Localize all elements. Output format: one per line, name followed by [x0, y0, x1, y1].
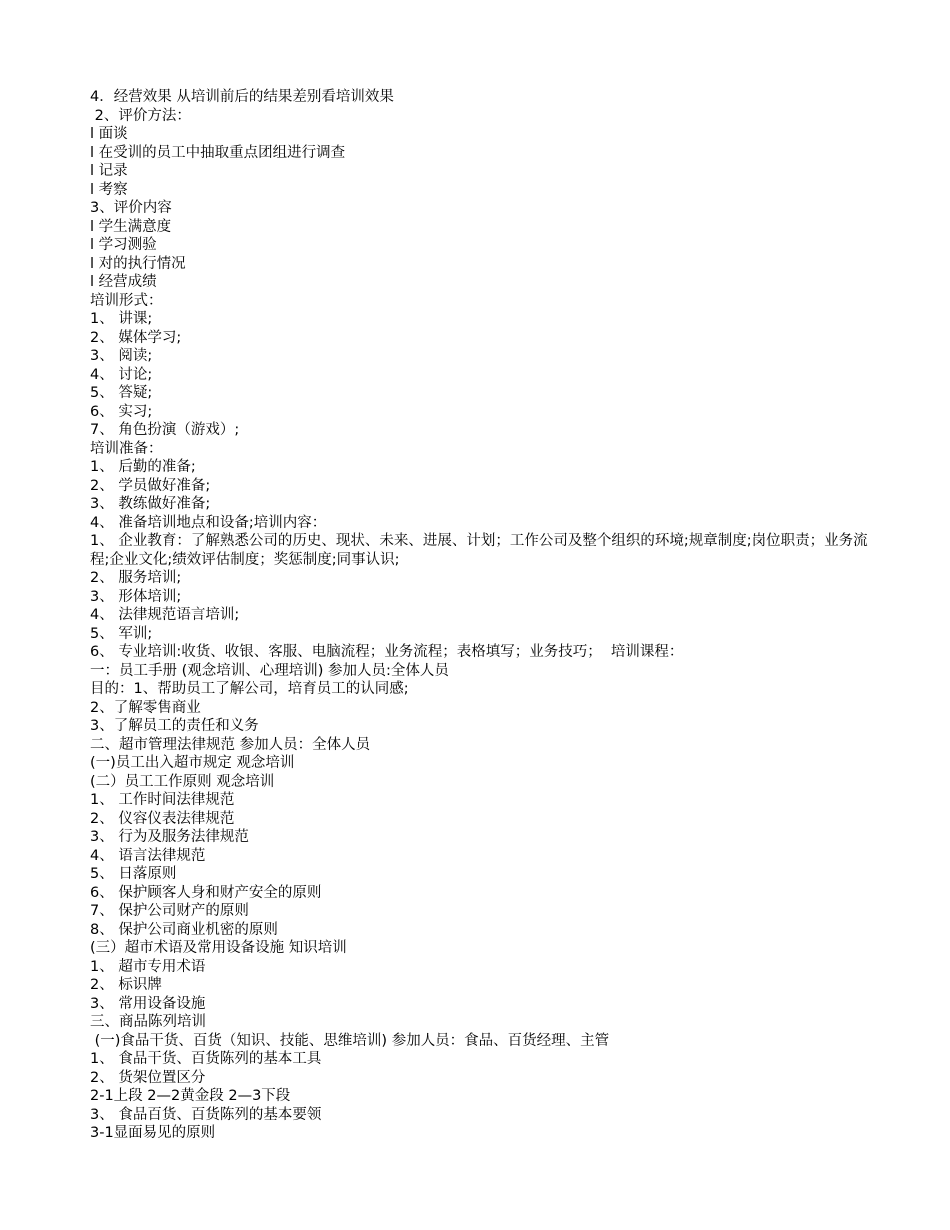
- document-line: l 学生满意度: [90, 218, 172, 235]
- document-line: 培训准备：: [90, 440, 163, 457]
- document-line: 3、 阅读;: [90, 348, 153, 364]
- document-line: l 记录: [90, 163, 128, 179]
- document-line: 3、 形体培训;: [90, 588, 182, 605]
- document-line: 4、 语言法律规范: [90, 847, 206, 864]
- document-line: 5、 答疑;: [90, 385, 153, 401]
- document-line: 6、 保护顾客人身和财产安全的原则: [90, 884, 322, 901]
- document-line: l 经营成绩: [90, 274, 157, 290]
- document-line: (三）超市术语及常用设备设施 知识培训: [90, 940, 347, 956]
- document-line: l 在受训的员工中抽取重点团组进行调查: [90, 144, 346, 161]
- document-line: 培训形式：: [90, 292, 163, 309]
- document-line: 2、了解零售商业: [90, 699, 201, 716]
- document-line: 4、 准备培训地点和设备;培训内容：: [90, 514, 327, 531]
- document-line: 1、 企业教育：了解熟悉公司的历史、现状、未来、进展、计划；工作公司及整个组织的环境;规章制度;岗位职责；业务流程;企业文化;绩效评估制度；奖惩制度;同事认识;: [90, 533, 868, 568]
- document-line: 1、 超市专用术语: [90, 958, 206, 975]
- document-line: 5、 日落原则: [90, 866, 177, 882]
- document-line: 3、评价内容: [90, 200, 172, 216]
- document-line: 一：员工手册 (观念培训、心理培训) 参加人员:全体人员: [90, 662, 449, 679]
- document-line: 三、商品陈列培训: [90, 1014, 206, 1030]
- document-body: [90, 88, 880, 1143]
- document-line: 2、 学员做好准备;: [90, 477, 211, 494]
- document-line: 4、 法律规范语言培训;: [90, 607, 240, 623]
- document-line: 6、 专业培训:收货、收银、客服、电脑流程；业务流程；表格填写；业务技巧； 培训课程：: [90, 644, 684, 660]
- document-line: 1、 食品干货、百货陈列的基本工具: [90, 1051, 322, 1067]
- document-line: 3、 常用设备设施: [90, 995, 206, 1012]
- document-line: 2、 标识牌: [90, 977, 162, 993]
- document-line: (一)员工出入超市规定 观念培训: [90, 755, 295, 771]
- document-line: 4．经营效果 从培训前后的结果差别看培训效果: [90, 89, 394, 105]
- document-line: 8、 保护公司商业机密的原则: [90, 921, 278, 938]
- document-line: 7、 保护公司财产的原则: [90, 903, 249, 919]
- document-line: 1、 工作时间法律规范: [90, 792, 235, 808]
- document-line: 6、 实习;: [90, 403, 153, 420]
- document-line: 4、 讨论;: [90, 366, 153, 383]
- document-line: 2、 货架位置区分: [90, 1069, 206, 1086]
- document-line: 3-1显面易见的原则: [90, 1125, 216, 1141]
- document-line: 二、超市管理法律规范 参加人员：全体人员: [90, 736, 371, 753]
- document-line: 2-1上段 2—2黄金段 2—3下段: [90, 1088, 291, 1104]
- document-line: 3、了解员工的责任和义务: [90, 718, 259, 734]
- document-line: 5、 军训;: [90, 625, 153, 642]
- document-line: l 学习测验: [90, 237, 157, 253]
- document-line: 3、 行为及服务法律规范: [90, 829, 249, 845]
- document-line: 2、评价方法：: [90, 107, 191, 124]
- document-line: 2、 服务培训;: [90, 570, 182, 586]
- document-line: (一)食品干货、百货（知识、技能、思维培训) 参加人员：食品、百货经理、主管: [90, 1032, 610, 1049]
- document-line: 3、 教练做好准备;: [90, 496, 211, 512]
- document-line: 2、 媒体学习;: [90, 329, 182, 346]
- document-line: 3、 食品百货、百货陈列的基本要领: [90, 1106, 322, 1123]
- document-line: 1、 后勤的准备;: [90, 459, 196, 475]
- document-line: 目的：1、帮助员工了解公司，培育员工的认同感;: [90, 681, 409, 697]
- document-line: l 面谈: [90, 126, 128, 142]
- document-line: l 对的执行情况: [90, 255, 186, 272]
- document-line: 7、 角色扮演（游戏）;: [90, 422, 240, 438]
- document-line: (二）员工工作原则 观念培训: [90, 773, 275, 790]
- document-line: 1、 讲课;: [90, 311, 153, 327]
- document-line: l 考察: [90, 181, 128, 198]
- document-line: 2、 仪容仪表法律规范: [90, 810, 235, 827]
